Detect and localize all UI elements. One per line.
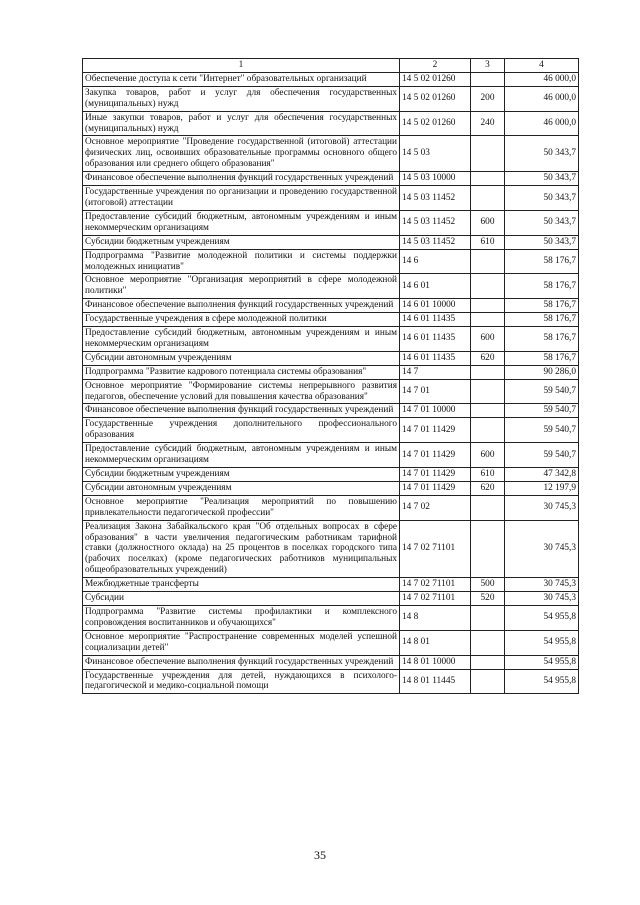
row-code: 14 5 03 11452: [400, 210, 471, 235]
row-code: 14 5 02 01260: [400, 111, 471, 136]
table-body: [83, 72, 579, 693]
budget-table: [82, 58, 579, 694]
row-sum: 90 286,0: [505, 365, 579, 379]
row-name: Субсидии: [83, 592, 400, 606]
row-sum: 50 343,7: [505, 210, 579, 235]
row-kvr: [471, 274, 505, 299]
row-name: Субсидии автономным учреждениям: [83, 481, 400, 495]
row-kvr: 600: [471, 443, 505, 468]
row-name: Основное мероприятие "Реализация мероприятий по повышению привлекательности педагогической профессии": [83, 495, 400, 520]
row-name: Межбюджетные трансферты: [83, 578, 400, 592]
row-kvr: [471, 136, 505, 172]
row-sum: 50 343,7: [505, 186, 579, 211]
row-kvr: 240: [471, 111, 505, 136]
table-row: [83, 418, 579, 443]
row-sum: 50 343,7: [505, 136, 579, 172]
table-row: [83, 327, 579, 352]
row-sum: 50 343,7: [505, 172, 579, 186]
header-col-3: 3: [471, 59, 505, 73]
row-kvr: [471, 630, 505, 655]
row-sum: 58 176,7: [505, 313, 579, 327]
row-name: Государственные учреждения по организации и проведению государственной (итоговой) аттестации: [83, 186, 400, 211]
row-kvr: [471, 379, 505, 404]
row-kvr: [471, 365, 505, 379]
table-row: [83, 299, 579, 313]
row-code: 14 6: [400, 249, 471, 274]
row-kvr: 610: [471, 468, 505, 482]
row-name: Финансовое обеспечение выполнения функций государственных учреждений: [83, 172, 400, 186]
row-code: 14 6 01: [400, 274, 471, 299]
page-number: 35: [314, 848, 326, 862]
row-sum: 30 745,3: [505, 495, 579, 520]
row-kvr: [471, 418, 505, 443]
row-code: 14 7 02: [400, 495, 471, 520]
row-name: Субсидии бюджетным учреждениям: [83, 235, 400, 249]
table-row: [83, 379, 579, 404]
row-kvr: 600: [471, 210, 505, 235]
table-row: [83, 111, 579, 136]
row-name: Подпрограмма "Развитие системы профилактики и комплексного сопровождения воспитанников и обучающихся": [83, 605, 400, 630]
row-code: 14 6 01 11435: [400, 313, 471, 327]
row-kvr: [471, 520, 505, 578]
row-kvr: 620: [471, 351, 505, 365]
row-code: 14 7 02 71101: [400, 578, 471, 592]
table-row: [83, 605, 579, 630]
row-kvr: [471, 299, 505, 313]
table-row: [83, 172, 579, 186]
row-kvr: [471, 655, 505, 669]
row-sum: 46 000,0: [505, 86, 579, 111]
row-code: 14 7 02 71101: [400, 592, 471, 606]
row-name: Предоставление субсидий бюджетным, автономным учреждениям и иным некоммерческим организациям: [83, 210, 400, 235]
row-sum: 58 176,7: [505, 274, 579, 299]
row-name: Подпрограмма "Развитие молодежной политики и системы поддержки молодежных инициатив": [83, 249, 400, 274]
row-name: Основное мероприятие "Распространение современных моделей успешной социализации детей": [83, 630, 400, 655]
table-row: [83, 630, 579, 655]
table-row: [83, 235, 579, 249]
header-col-1: 1: [83, 59, 400, 73]
row-sum: 59 540,7: [505, 404, 579, 418]
row-sum: 30 745,3: [505, 520, 579, 578]
row-sum: 54 955,8: [505, 655, 579, 669]
table-row: [83, 468, 579, 482]
row-sum: 59 540,7: [505, 443, 579, 468]
row-sum: 54 955,8: [505, 605, 579, 630]
row-sum: 59 540,7: [505, 379, 579, 404]
table-row: [83, 136, 579, 172]
table-row: [83, 404, 579, 418]
row-kvr: 520: [471, 592, 505, 606]
row-name: Субсидии бюджетным учреждениям: [83, 468, 400, 482]
table-row: [83, 210, 579, 235]
row-sum: 50 343,7: [505, 235, 579, 249]
table-row: [83, 655, 579, 669]
row-code: 14 5 02 01260: [400, 72, 471, 86]
table-row: [83, 520, 579, 578]
header-row: [83, 59, 579, 73]
row-name: Основное мероприятие "Формирование системы непрерывного развития педагогов, обеспечение условий для повышения качества образования": [83, 379, 400, 404]
row-kvr: 200: [471, 86, 505, 111]
row-name: Государственные учреждения дополнительного профессионального образования: [83, 418, 400, 443]
row-code: 14 8 01 11445: [400, 669, 471, 694]
table-row: [83, 592, 579, 606]
table-row: [83, 365, 579, 379]
row-code: 14 8: [400, 605, 471, 630]
row-code: 14 5 03 10000: [400, 172, 471, 186]
row-code: 14 5 03 11452: [400, 235, 471, 249]
row-code: 14 6 01 11435: [400, 327, 471, 352]
row-sum: 58 176,7: [505, 351, 579, 365]
row-name: Обеспечение доступа к сети "Интернет" образовательных организаций: [83, 72, 400, 86]
row-sum: 30 745,3: [505, 592, 579, 606]
row-code: 14 5 03 11452: [400, 186, 471, 211]
row-code: 14 8 01: [400, 630, 471, 655]
row-code: 14 7 01: [400, 379, 471, 404]
row-sum: 58 176,7: [505, 249, 579, 274]
row-kvr: 500: [471, 578, 505, 592]
header-col-4: 4: [505, 59, 579, 73]
row-code: 14 7 01 11429: [400, 418, 471, 443]
table-row: [83, 481, 579, 495]
header-col-2: 2: [400, 59, 471, 73]
row-code: 14 7 01 11429: [400, 443, 471, 468]
row-name: Подпрограмма "Развитие кадрового потенциала системы образования": [83, 365, 400, 379]
row-name: Субсидии автономным учреждениям: [83, 351, 400, 365]
row-name: Предоставление субсидий бюджетным, автономным учреждениям и иным некоммерческим организациям: [83, 443, 400, 468]
row-kvr: [471, 313, 505, 327]
row-name: Закупка товаров, работ и услуг для обеспечения государственных (муниципальных) нужд: [83, 86, 400, 111]
row-name: Предоставление субсидий бюджетным, автономным учреждениям и иным некоммерческим организациям: [83, 327, 400, 352]
row-kvr: [471, 605, 505, 630]
row-name: Основное мероприятие "Проведение государственной (итоговой) аттестации физических лиц, освоивших образовательные программы основного общего образования или среднего общего образования": [83, 136, 400, 172]
table-row: [83, 86, 579, 111]
row-sum: 58 176,7: [505, 299, 579, 313]
row-name: Финансовое обеспечение выполнения функций государственных учреждений: [83, 655, 400, 669]
row-sum: 47 342,8: [505, 468, 579, 482]
row-sum: 54 955,8: [505, 630, 579, 655]
row-code: 14 8 01 10000: [400, 655, 471, 669]
row-kvr: [471, 186, 505, 211]
row-name: Финансовое обеспечение выполнения функций государственных учреждений: [83, 404, 400, 418]
row-code: 14 7: [400, 365, 471, 379]
row-name: Основное мероприятие "Организация мероприятий в сфере молодежной политики": [83, 274, 400, 299]
table-row: [83, 351, 579, 365]
row-kvr: [471, 669, 505, 694]
row-code: 14 7 02 71101: [400, 520, 471, 578]
row-code: 14 6 01 11435: [400, 351, 471, 365]
row-sum: 54 955,8: [505, 669, 579, 694]
row-kvr: 600: [471, 327, 505, 352]
row-kvr: [471, 249, 505, 274]
table-row: [83, 249, 579, 274]
row-kvr: 620: [471, 481, 505, 495]
table-row: [83, 72, 579, 86]
table-row: [83, 274, 579, 299]
row-kvr: [471, 404, 505, 418]
row-kvr: [471, 72, 505, 86]
table-row: [83, 669, 579, 694]
row-code: 14 7 01 10000: [400, 404, 471, 418]
row-name: Реализация Закона Забайкальского края "Об отдельных вопросах в сфере образования" в части увеличения педагогическим работникам тарифной ставки (должностного оклада) на 25 процентов в поселках городского типа (рабочих поселках) (кроме педагогических работников муниципальных общеобразовательных учреждений): [83, 520, 400, 578]
table-row: [83, 313, 579, 327]
row-kvr: 610: [471, 235, 505, 249]
row-sum: 12 197,9: [505, 481, 579, 495]
table-row: [83, 443, 579, 468]
row-sum: 58 176,7: [505, 327, 579, 352]
row-name: Финансовое обеспечение выполнения функций государственных учреждений: [83, 299, 400, 313]
row-sum: 59 540,7: [505, 418, 579, 443]
row-code: 14 7 01 11429: [400, 481, 471, 495]
row-kvr: [471, 495, 505, 520]
row-name: Государственные учреждения для детей, нуждающихся в психолого-педагогической и медико-социальной помощи: [83, 669, 400, 694]
table-row: [83, 186, 579, 211]
row-name: Государственные учреждения в сфере молодежной политики: [83, 313, 400, 327]
row-sum: 46 000,0: [505, 111, 579, 136]
table-row: [83, 495, 579, 520]
row-code: 14 5 02 01260: [400, 86, 471, 111]
row-code: 14 6 01 10000: [400, 299, 471, 313]
row-name: Иные закупки товаров, работ и услуг для обеспечения государственных (муниципальных) нужд: [83, 111, 400, 136]
table-row: [83, 578, 579, 592]
row-sum: 30 745,3: [505, 578, 579, 592]
row-code: 14 5 03: [400, 136, 471, 172]
row-kvr: [471, 172, 505, 186]
row-code: 14 7 01 11429: [400, 468, 471, 482]
row-sum: 46 000,0: [505, 72, 579, 86]
